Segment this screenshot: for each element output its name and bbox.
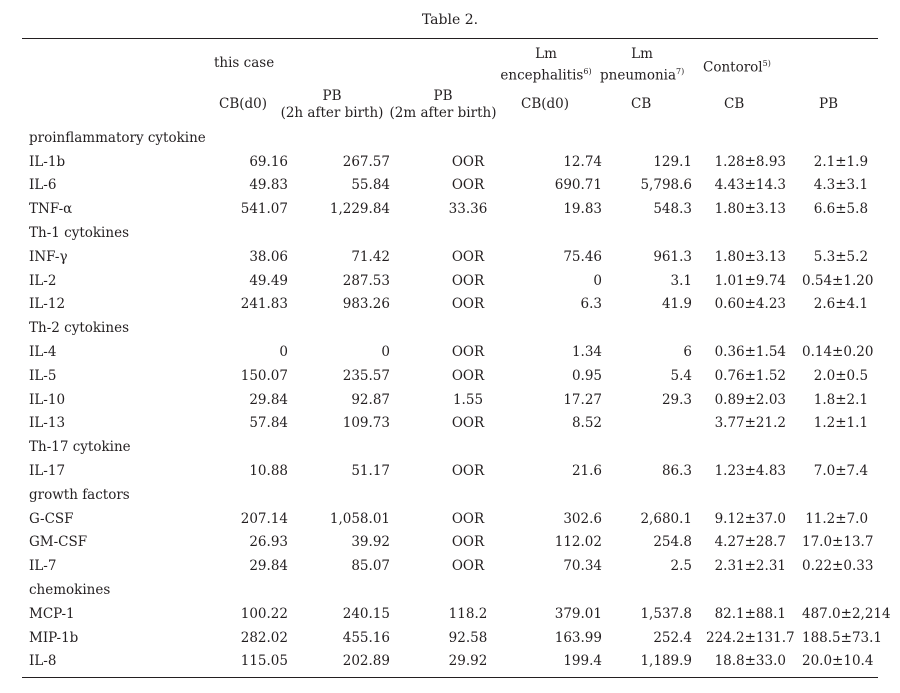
- table-cell: 254.8: [653, 534, 692, 551]
- table-cell: 71.42: [351, 248, 390, 265]
- header-cb-d0: CB(d0): [219, 96, 268, 112]
- header-control: Contorol$^{5)}$: [703, 59, 771, 76]
- header-lm-pneumonia: [600, 46, 684, 85]
- table-cell: 12.74: [563, 153, 602, 170]
- section-row: [22, 435, 878, 459]
- table-cell: 6.6±5.8: [813, 201, 869, 218]
- table-cell: 302.6: [563, 510, 602, 527]
- table-cell: 1,229.84: [329, 201, 390, 218]
- table-cell: 20.0±10.4: [802, 653, 874, 670]
- table-cell: 86.3: [661, 463, 692, 480]
- header-lm-pneumonia-line1: Lm: [631, 46, 653, 62]
- table-cell: 29.3: [661, 391, 692, 408]
- table-cell: 118.2: [448, 605, 488, 622]
- table-cell: 0: [593, 272, 602, 289]
- row-label: TNF-α: [29, 201, 73, 218]
- table-cell: 115.05: [240, 653, 288, 670]
- table-row: [22, 174, 878, 198]
- table-cell: 0.36±1.54: [714, 344, 786, 361]
- table-cell: OOR: [451, 248, 485, 265]
- table-cell: 82.1±88.1: [714, 605, 786, 622]
- table-cell: OOR: [451, 558, 485, 575]
- table-cell: OOR: [451, 415, 485, 432]
- table-cell: 1.23±4.83: [714, 463, 786, 480]
- table-cell: 0.60±4.23: [714, 296, 786, 313]
- table-cell: 0.95: [571, 367, 602, 384]
- row-label: IL-8: [29, 653, 57, 670]
- table-cell: 252.4: [653, 629, 692, 646]
- table-cell: 19.83: [563, 201, 602, 218]
- table-cell: 92.87: [351, 391, 390, 408]
- header-lm-pneu-cb: CB: [631, 96, 652, 112]
- table-cell: 69.16: [249, 153, 288, 170]
- table-cell: 224.2±131.7: [706, 629, 795, 646]
- table-cell: 39.92: [351, 534, 390, 551]
- section-label: proinflammatory cytokine: [29, 129, 206, 146]
- table-row: [22, 507, 878, 531]
- header-control-pb: PB: [819, 96, 839, 112]
- table-cell: 267.57: [342, 153, 390, 170]
- table-cell: 1,537.8: [640, 605, 692, 622]
- section-label: growth factors: [29, 486, 130, 503]
- table-cell: 2.6±4.1: [813, 296, 869, 313]
- table-cell: 548.3: [653, 201, 692, 218]
- table-cell: 49.83: [249, 177, 288, 194]
- table-cell: 3.77±21.2: [714, 415, 786, 432]
- section-row: [22, 221, 878, 245]
- table-cell: 163.99: [554, 629, 602, 646]
- table-cell: 129.1: [653, 153, 692, 170]
- table-cell: 10.88: [249, 463, 288, 480]
- table-cell: 75.46: [563, 248, 602, 265]
- table-cell: 41.9: [661, 296, 692, 313]
- table-row: [22, 531, 878, 555]
- ref-superscript: 5): [762, 59, 771, 68]
- header-lm-pneumonia-line2: pneumonia$^{7)}$: [600, 67, 685, 84]
- table-cell: 85.07: [351, 558, 390, 575]
- row-label: IL-7: [29, 558, 57, 575]
- table-cell: 18.8±33.0: [714, 653, 786, 670]
- header-lm-encephalitis-line1: Lm: [535, 46, 557, 62]
- table-cell: 21.6: [571, 463, 602, 480]
- table-bottom-rule: [22, 677, 878, 678]
- table-cell: OOR: [451, 463, 485, 480]
- table-cell: 51.17: [351, 463, 390, 480]
- table-cell: 1.80±3.13: [714, 248, 786, 265]
- row-label: IL-2: [29, 272, 57, 289]
- table-cell: 455.16: [342, 629, 390, 646]
- table-cell: 1,189.9: [640, 653, 692, 670]
- table-row: [22, 293, 878, 317]
- header-pb-2m-line1: PB: [433, 88, 453, 104]
- table-cell: 150.07: [240, 367, 288, 384]
- table-cell: 49.49: [249, 272, 288, 289]
- table-cell: 0.54±1.20: [802, 272, 874, 289]
- table-row: [22, 340, 878, 364]
- table-cell: 0: [279, 344, 288, 361]
- table-cell: OOR: [451, 177, 485, 194]
- table-cell: 33.36: [448, 201, 488, 218]
- table-cell: 235.57: [342, 367, 390, 384]
- table-row: [22, 412, 878, 436]
- header-control-cb: CB: [724, 96, 745, 112]
- header-pb-2m: [388, 88, 498, 122]
- header-lm-encephalitis-line2: encephalitis$^{6)}$: [500, 67, 592, 84]
- table-cell: [622, 412, 706, 436]
- table-title: Table 2.: [421, 12, 479, 28]
- row-label: G-CSF: [29, 510, 74, 527]
- table-cell: 2.31±2.31: [714, 558, 786, 575]
- table-cell: 17.27: [563, 391, 602, 408]
- table-cell: 8.52: [571, 415, 602, 432]
- table-cell: 2.5: [670, 558, 692, 575]
- section-row: [22, 578, 878, 602]
- section-label: Th-17 cytokine: [29, 439, 131, 456]
- table-row: [22, 650, 878, 674]
- table-cell: 487.0±2,214: [802, 605, 891, 622]
- table-cell: 29.84: [249, 391, 288, 408]
- ref-superscript: 7): [676, 67, 685, 76]
- table-cell: 2.1±1.9: [813, 153, 869, 170]
- table-row: [22, 554, 878, 578]
- table-cell: 961.3: [653, 248, 692, 265]
- table-row: [22, 626, 878, 650]
- table-cell: 240.15: [342, 605, 390, 622]
- table-cell: 0.89±2.03: [714, 391, 786, 408]
- table-cell: 0.22±0.33: [802, 558, 874, 575]
- table-cell: 26.93: [249, 534, 288, 551]
- table-cell: 1.80±3.13: [714, 201, 786, 218]
- table-cell: 4.43±14.3: [714, 177, 786, 194]
- section-label: chemokines: [29, 582, 111, 599]
- table-cell: OOR: [451, 272, 485, 289]
- table-cell: 690.71: [554, 177, 602, 194]
- table-cell: 9.12±37.0: [714, 510, 786, 527]
- table-cell: 112.02: [554, 534, 602, 551]
- table-row: [22, 388, 878, 412]
- table-cell: OOR: [451, 534, 485, 551]
- table-cell: 0.14±0.20: [802, 344, 874, 361]
- table-cell: 1.2±1.1: [813, 415, 869, 432]
- table-cell: 6: [683, 344, 692, 361]
- header-pb-2m-line2: (2m after birth): [389, 105, 497, 121]
- section-row: [22, 483, 878, 507]
- cytokine-table: [22, 126, 891, 673]
- row-label: IL-6: [29, 177, 57, 194]
- table-cell: 70.34: [563, 558, 602, 575]
- table-cell: 202.89: [342, 653, 390, 670]
- table-cell: 379.01: [554, 605, 602, 622]
- table-cell: 4.3±3.1: [813, 177, 869, 194]
- row-label: IL-10: [29, 391, 66, 408]
- row-label: IL-13: [29, 415, 66, 432]
- table-row: [22, 602, 878, 626]
- table-cell: 92.58: [448, 629, 488, 646]
- table-row: [22, 364, 878, 388]
- section-label: Th-2 cytokines: [29, 320, 129, 337]
- table-cell: OOR: [451, 367, 485, 384]
- table-cell: 29.92: [448, 653, 488, 670]
- section-label: Th-1 cytokines: [29, 225, 129, 242]
- row-label: MIP-1b: [29, 629, 79, 646]
- row-label: IL-17: [29, 463, 66, 480]
- table-cell: 1.01±9.74: [714, 272, 786, 289]
- table-row: [22, 150, 878, 174]
- section-row: [22, 316, 878, 340]
- table-top-rule: [22, 38, 878, 39]
- table-cell: 6.3: [580, 296, 602, 313]
- table-cell: 0.76±1.52: [714, 367, 786, 384]
- table-cell: 2,680.1: [640, 510, 692, 527]
- table-cell: 1.34: [571, 344, 602, 361]
- table-row: [22, 269, 878, 293]
- row-label: INF-γ: [29, 248, 68, 265]
- table-cell: 282.02: [240, 629, 288, 646]
- table-cell: 109.73: [342, 415, 390, 432]
- header-lm-enc-cb: CB(d0): [521, 96, 570, 112]
- table-cell: 287.53: [342, 272, 390, 289]
- table-cell: 11.2±7.0: [805, 510, 869, 527]
- row-label: IL-5: [29, 367, 57, 384]
- table-cell: 5.4: [670, 367, 692, 384]
- table-cell: OOR: [451, 153, 485, 170]
- table-cell: 38.06: [249, 248, 288, 265]
- header-pb-2h-line1: PB: [322, 88, 342, 104]
- table-row: [22, 197, 878, 221]
- table-cell: 7.0±7.4: [813, 463, 869, 480]
- table-cell: 17.0±13.7: [802, 534, 874, 551]
- table-cell: 541.07: [240, 201, 288, 218]
- table-cell: 0: [381, 344, 390, 361]
- row-label: IL-12: [29, 296, 66, 313]
- table-cell: 241.83: [240, 296, 288, 313]
- table-cell: 188.5±73.1: [802, 629, 883, 646]
- row-label: IL-1b: [29, 153, 66, 170]
- table-cell: 983.26: [342, 296, 390, 313]
- table-cell: 57.84: [249, 415, 288, 432]
- section-row: [22, 126, 878, 150]
- table-cell: 55.84: [351, 177, 390, 194]
- row-label: MCP-1: [29, 605, 75, 622]
- table-cell: 2.0±0.5: [813, 367, 869, 384]
- header-pb-2h-line2: (2h after birth): [280, 105, 384, 121]
- row-label: IL-4: [29, 344, 57, 361]
- table-cell: 199.4: [563, 653, 602, 670]
- header-pb-2h: [280, 88, 384, 122]
- table-cell: OOR: [451, 344, 485, 361]
- table-cell: 1.55: [452, 391, 484, 408]
- table-cell: OOR: [451, 510, 485, 527]
- header-this-case: this case: [214, 55, 275, 71]
- row-label: GM-CSF: [29, 534, 88, 551]
- table-cell: 4.27±28.7: [714, 534, 786, 551]
- table-row: [22, 245, 878, 269]
- table-cell: 5.3±5.2: [813, 248, 869, 265]
- table-cell: OOR: [451, 296, 485, 313]
- table-body: [22, 126, 891, 673]
- header-lm-encephalitis: [500, 46, 592, 85]
- table-cell: 207.14: [240, 510, 288, 527]
- table-cell: 1.28±8.93: [714, 153, 786, 170]
- table-cell: 100.22: [240, 605, 288, 622]
- table-cell: 5,798.6: [640, 177, 692, 194]
- table-cell: 29.84: [249, 558, 288, 575]
- table-cell: 3.1: [670, 272, 692, 289]
- ref-superscript: 6): [583, 67, 592, 76]
- table-cell: 1,058.01: [329, 510, 390, 527]
- table-cell: 1.8±2.1: [813, 391, 869, 408]
- table-row: [22, 459, 878, 483]
